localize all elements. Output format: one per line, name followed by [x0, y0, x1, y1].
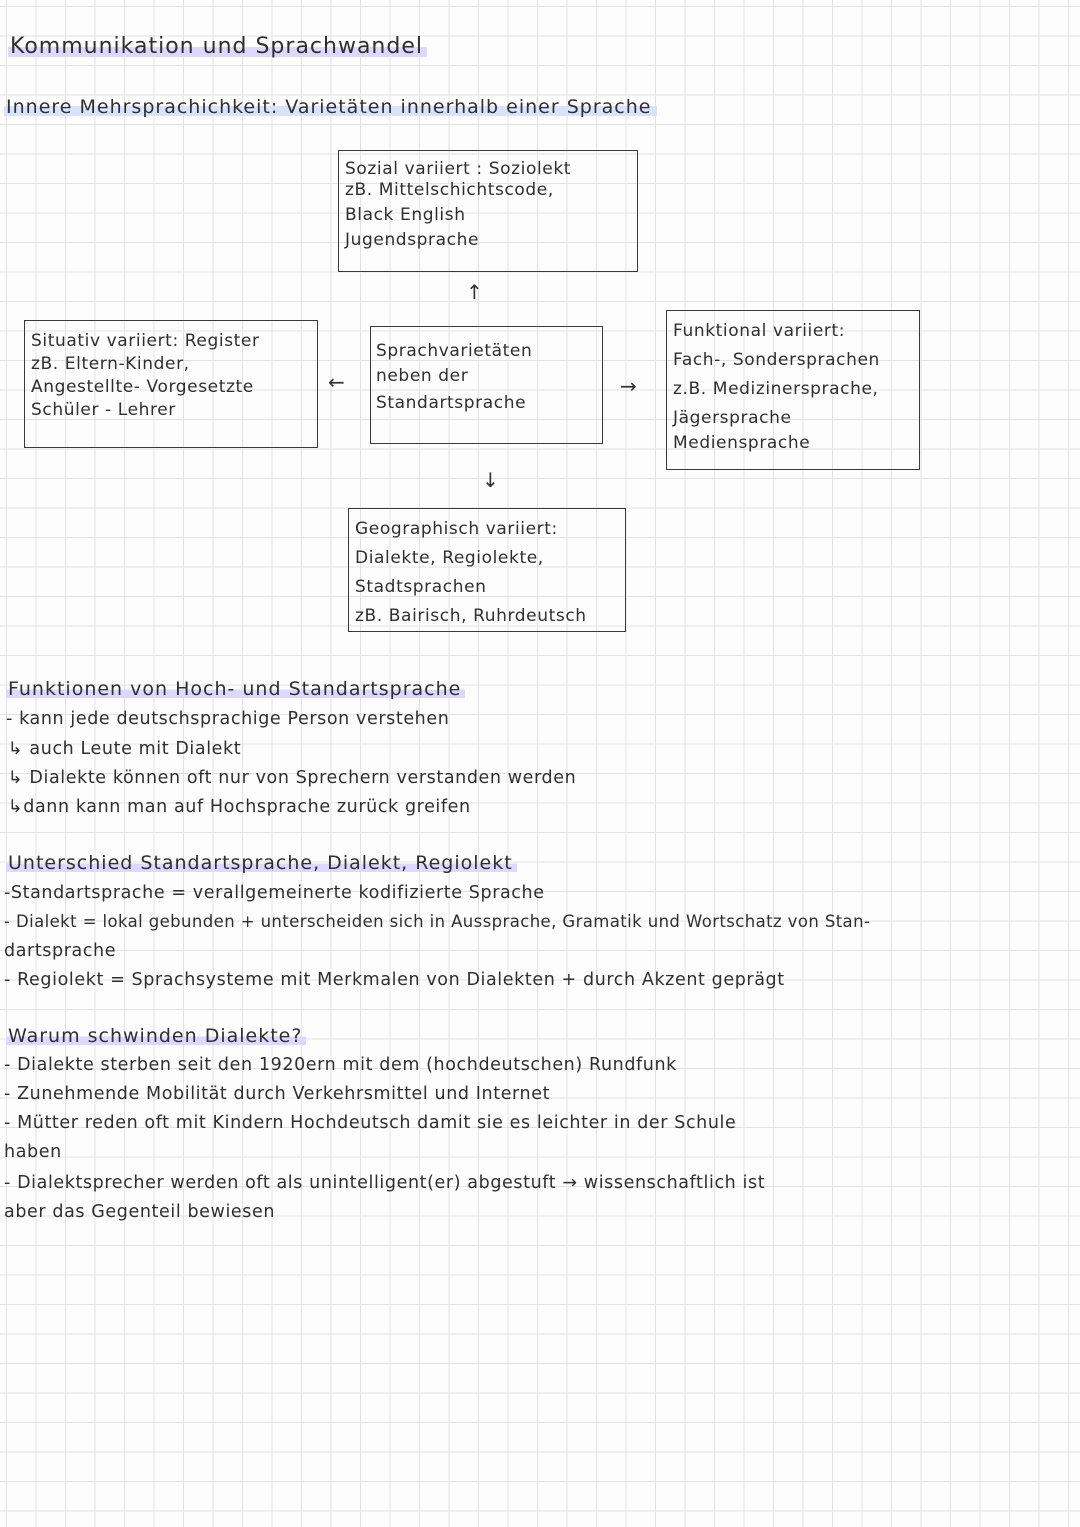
list-item: - Regiolekt = Sprachsysteme mit Merkmalen von Dialekten + durch Akzent geprägt — [4, 970, 785, 990]
list-item: -Standartsprache = verallgemeinerte kodifizierte Sprache — [4, 883, 545, 903]
list-item: ↳ auch Leute mit Dialekt — [8, 739, 242, 759]
section-functions-heading: Funktionen von Hoch- und Standartsprache — [6, 678, 465, 700]
list-item: - Dialekt = lokal gebunden + unterscheiden sich in Aussprache, Gramatik und Wortschatz von Stan- — [4, 912, 871, 931]
arrow-up-icon: ↑ — [466, 280, 483, 304]
list-item: ↳dann kann man auf Hochsprache zurück greifen — [8, 797, 471, 817]
list-item: - Mütter reden oft mit Kindern Hochdeutsch damit sie es leichter in der Schule — [4, 1113, 737, 1133]
list-item: - kann jede deutschsprachige Person verstehen — [6, 709, 450, 729]
arrow-right-icon: → — [620, 374, 637, 398]
section-why-heading: Warum schwinden Dialekte? — [6, 1025, 306, 1047]
list-item: aber das Gegenteil bewiesen — [4, 1202, 276, 1222]
list-item: ↳ Dialekte können oft nur von Sprechern verstanden werden — [8, 768, 577, 788]
section-difference-heading: Unterschied Standartsprache, Dialekt, Regiolekt — [6, 852, 517, 874]
page-subtitle: Innere Mehrsprachichkeit: Varietäten innerhalb einer Sprache — [4, 96, 657, 118]
box-social-variety: Sozial variiert : Soziolekt zB. Mittelschichtscode, Black English Jugendsprache — [338, 150, 638, 272]
list-item: - Dialekte sterben seit den 1920ern mit dem (hochdeutschen) Rundfunk — [4, 1055, 677, 1075]
arrow-left-icon: ← — [328, 370, 345, 394]
box-functional-variety: Funktional variiert: Fach-, Sondersprachen z.B. Medizinersprache, Jägersprache Mediensprache — [666, 310, 920, 470]
arrow-down-icon: ↓ — [482, 468, 499, 492]
box-language-varieties-center: Sprachvarietäten neben der Standartsprache — [370, 326, 603, 444]
box-geographic-variety: Geographisch variiert: Dialekte, Regiolekte, Stadtsprachen zB. Bairisch, Ruhrdeutsch — [348, 508, 626, 632]
box-situational-variety: Situativ variiert: Register zB. Eltern-Kinder, Angestellte- Vorgesetzte Schüler - Lehrer — [24, 320, 318, 448]
list-item: haben — [4, 1142, 62, 1162]
list-item: dartsprache — [4, 941, 117, 961]
list-item: - Zunehmende Mobilität durch Verkehrsmittel und Internet — [4, 1084, 551, 1104]
page-title: Kommunikation und Sprachwandel — [8, 36, 427, 58]
list-item: - Dialektsprecher werden oft als unintelligent(er) abgestuft → wissenschaftlich ist — [4, 1173, 766, 1193]
